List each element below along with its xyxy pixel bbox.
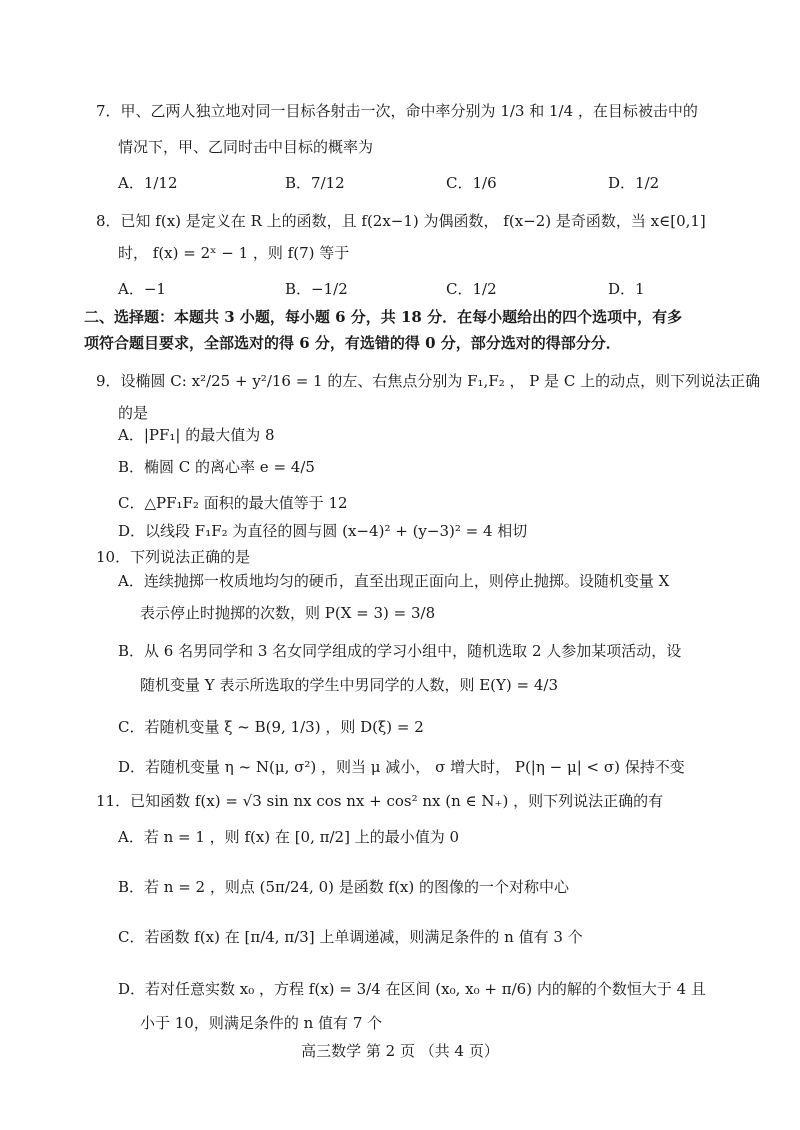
q8-option-a: A．−1	[118, 280, 166, 298]
q8-option-c: C．1/2	[446, 280, 497, 298]
q9-line1: 9．设椭圆 C: x²/25 + y²/16 = 1 的左、右焦点分别为 F₁,F₂ ， P 是 C 上的动点，则下列说法正确	[96, 372, 761, 390]
q9-option-a: A．|PF₁| 的最大值为 8	[118, 426, 275, 444]
q7-option-d: D．1/2	[608, 174, 660, 192]
q7-line2: 情况下，甲、乙同时击中目标的概率为	[118, 138, 374, 156]
q7-option-c: C．1/6	[446, 174, 497, 192]
q9-option-d: D．以线段 F₁F₂ 为直径的圆与圆 (x−4)² + (y−3)² = 4 相切	[118, 522, 528, 540]
q11-option-c: C．若函数 f(x) 在 [π/4, π/3] 上单调递减，则满足条件的 n 值有 3 个	[118, 928, 583, 946]
section2-heading-line2: 项符合题目要求，全部选对的得 6 分，有选错的得 0 分，部分选对的得部分分．	[84, 334, 621, 352]
q11-option-a: A．若 n = 1 ，则 f(x) 在 [0, π/2] 上的最小值为 0	[118, 828, 460, 846]
q9-line2: 的是	[118, 404, 149, 422]
q8-option-b: B．−1/2	[285, 280, 348, 298]
q10-option-a-line2: 表示停止时抛掷的次数，则 P(X = 3) = 3/8	[140, 604, 436, 622]
q11-option-b: B．若 n = 2 ，则点 (5π/24, 0) 是函数 f(x) 的图像的一个对称中心	[118, 878, 569, 896]
q10-option-c: C．若随机变量 ξ ~ B(9, 1/3) ，则 D(ξ) = 2	[118, 718, 424, 736]
q9-option-c: C．△PF₁F₂ 面积的最大值等于 12	[118, 494, 348, 512]
q8-line2: 时， f(x) = 2ˣ − 1 ，则 f(7) 等于	[118, 244, 350, 262]
q10-option-a-line1: A．连续抛掷一枚质地均匀的硬币，直至出现正面向上，则停止抛掷。设随机变量 X	[118, 572, 670, 590]
q9-option-b: B．椭圆 C 的离心率 e = 4/5	[118, 458, 315, 476]
q7-option-a: A．1/12	[118, 174, 178, 192]
q10-option-b-line2: 随机变量 Y 表示所选取的学生中男同学的人数，则 E(Y) = 4/3	[140, 676, 559, 694]
q7-line1: 7．甲、乙两人独立地对同一目标各射击一次，命中率分别为 1/3 和 1/4 ，在目标被击中的	[96, 102, 698, 120]
q10-stem: 10．下列说法正确的是	[96, 548, 251, 566]
q11-option-d-line1: D．若对任意实数 x₀ ，方程 f(x) = 3/4 在区间 (x₀, x₀ + π/6) 内的解的个数恒大于 4 且	[118, 980, 706, 998]
page-footer: 高三数学 第 2 页 （共 4 页）	[301, 1042, 499, 1060]
q11-option-d-line2: 小于 10，则满足条件的 n 值有 7 个	[140, 1014, 383, 1032]
q11-stem: 11．已知函数 f(x) = √3 sin nx cos nx + cos² nx (n ∈ N₊) ，则下列说法正确的有	[96, 792, 664, 810]
q8-option-d: D．1	[608, 280, 645, 298]
q10-option-d: D．若随机变量 η ~ N(μ, σ²) ，则当 μ 减小， σ 增大时， P(|η − μ| < σ) 保持不变	[118, 758, 685, 776]
q10-option-b-line1: B．从 6 名男同学和 3 名女同学组成的学习小组中，随机选取 2 人参加某项活动，设	[118, 642, 682, 660]
q7-option-b: B．7/12	[285, 174, 345, 192]
section2-heading-line1: 二、选择题：本题共 3 小题，每小题 6 分，共 18 分．在每小题给出的四个选项中，有多	[84, 308, 683, 326]
q8-line1: 8．已知 f(x) 是定义在 R 上的函数，且 f(2x−1) 为偶函数， f(x−2) 是奇函数，当 x∈[0,1]	[96, 212, 706, 230]
